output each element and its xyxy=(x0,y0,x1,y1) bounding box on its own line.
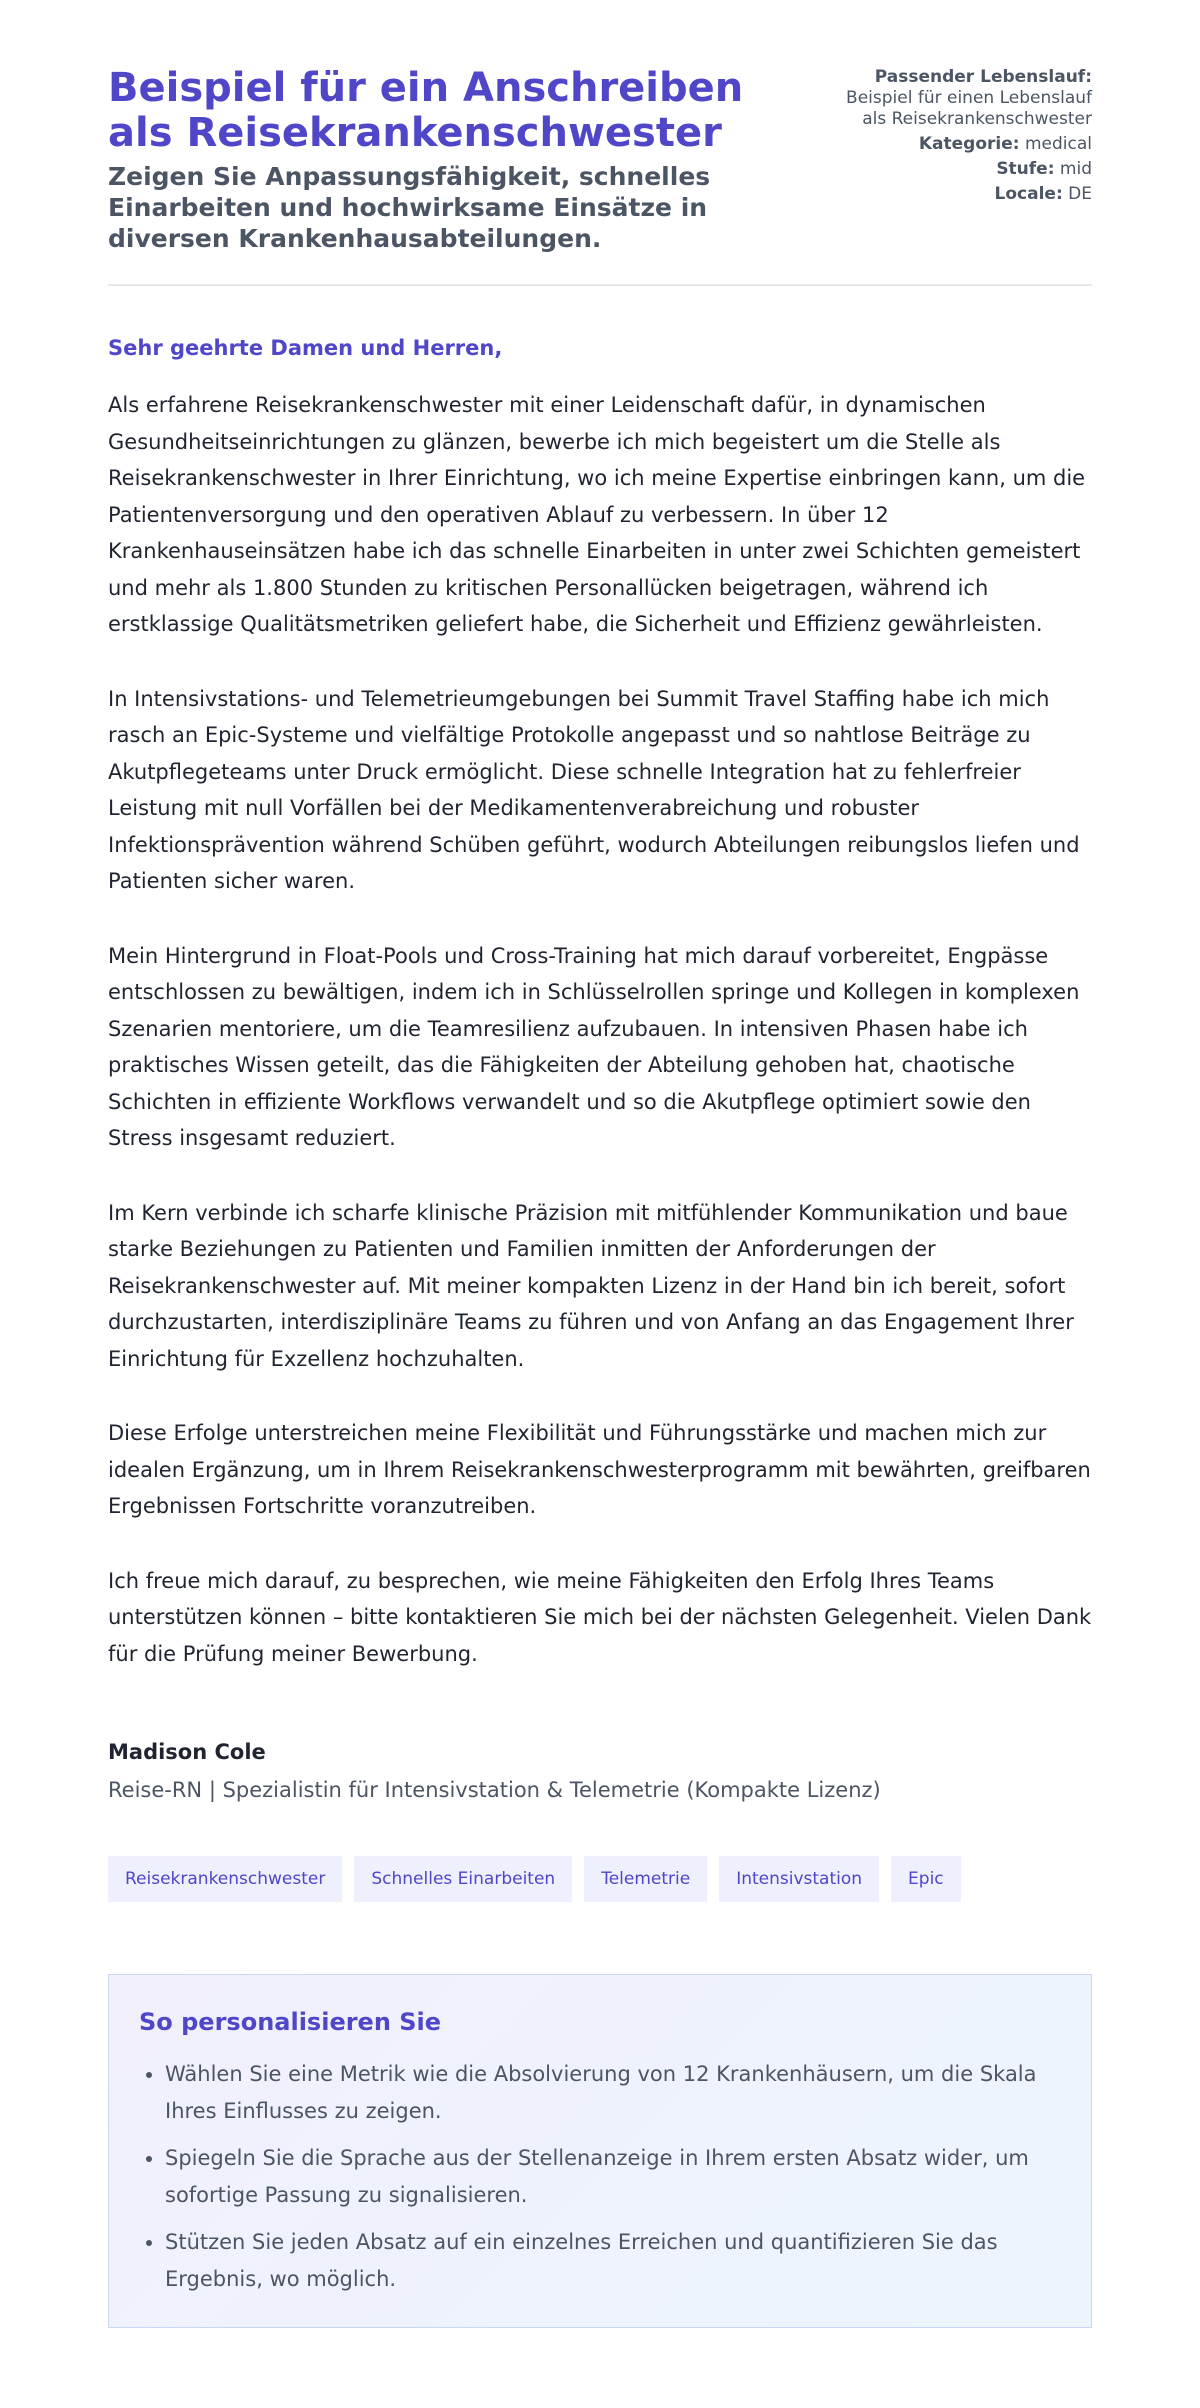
meta-locale xyxy=(822,184,1092,205)
meta-locale-label: Locale: xyxy=(994,184,1063,204)
page-title: Beispiel für ein Anschreiben als Reisekrankenschwester xyxy=(108,65,744,156)
letter-paragraph: In Intensivstations- und Telemetrieumgebungen bei Summit Travel Staffing habe ich mich rasch an Epic-Systeme und vielfältige Protokolle angepasst und so nahtlose Beiträge zu Akutpflegeteams unter Druck ermöglicht. Diese schnelle Integration hat zu fehlerfreier Leistung mit null Vorfällen bei der Medikamentenverabreichung und robuster Infektionsprävention während Schüben geführt, wodurch Abteilungen reibungslos liefen und Patienten sicher waren. xyxy=(108,686,1080,893)
tip-item: • Spiegeln Sie die Sprache aus der Stellenanzeige in Ihrem ersten Absatz wider, um sofortige Passung zu signalisieren. xyxy=(165,2140,1061,2213)
meta-resume-label: Passender Lebenslauf: xyxy=(874,67,1092,87)
title-block xyxy=(108,66,798,254)
personalization-tips-box xyxy=(108,1974,1092,2328)
meta-locale-value: DE xyxy=(1068,184,1092,204)
header-divider xyxy=(108,284,1092,286)
tag-list xyxy=(108,1856,1092,1902)
meta-level-value: mid xyxy=(1059,159,1092,179)
meta-resume xyxy=(822,67,1092,130)
salutation: Sehr geehrte Damen und Herren, xyxy=(108,336,503,360)
letter-paragraph: Ich freue mich darauf, zu besprechen, wie meine Fähigkeiten den Erfolg Ihres Teams unterstützen können – bitte kontaktieren Sie mich bei der nächsten Gelegenheit. Vielen Dank für die Prüfung meiner Bewerbung. xyxy=(108,1568,1092,1666)
letter-body xyxy=(108,335,1092,1804)
tips-title: So personalisieren Sie xyxy=(139,2008,442,2036)
tip-item: • Wählen Sie eine Metrik wie die Absolvierung von 12 Krankenhäusern, um die Skala Ihres Einflusses zu zeigen. xyxy=(165,2056,1061,2129)
tips-list xyxy=(139,2056,1061,2297)
tag[interactable]: Reisekrankenschwester xyxy=(108,1856,342,1902)
page-subtitle: Zeigen Sie Anpassungsfähigkeit, schnelles Einarbeiten und hochwirksame Einsätze in diversen Krankenhausabteilungen. xyxy=(108,162,711,253)
tag[interactable]: Telemetrie xyxy=(584,1856,707,1902)
meta-level-label: Stufe: xyxy=(996,159,1055,179)
meta-category-value: medical xyxy=(1024,134,1092,154)
signature-role: Reise-RN | Spezialistin für Intensivstation & Telemetrie (Kompakte Lizenz) xyxy=(108,1778,881,1802)
letter-paragraph: Als erfahrene Reisekrankenschwester mit einer Leidenschaft dafür, in dynamischen Gesundheitseinrichtungen zu glänzen, bewerbe ich mich begeistert um die Stelle als Reisekrankenschwester in Ihrer Einrichtung, wo ich meine Expertise einbringen kann, um die Patientenversorgung und den operativen Ablauf zu verbessern. In über 12 Krankenhauseinsätzen habe ich das schnelle Einarbeiten in unter zwei Schichten gemeistert und mehr als 1.800 Stunden zu kritischen Personallücken beigetragen, während ich erstklassige Qualitätsmetriken geliefert habe, die Sicherheit und Effizienz gewährleisten. xyxy=(108,393,1086,636)
letter-paragraph: Diese Erfolge unterstreichen meine Flexibilität und Führungsstärke und machen mich zur idealen Ergänzung, um in Ihrem Reisekrankenschwesterprogramm mit bewährten, greifbaren Ergebnissen Fortschritte voranzutreiben. xyxy=(108,1421,1091,1518)
letter-paragraph: Im Kern verbinde ich scharfe klinische Präzision mit mitfühlender Kommunikation und baue starke Beziehungen zu Patienten und Familien inmitten der Anforderungen der Reisekrankenschwester auf. Mit meiner kompakten Lizenz in der Hand bin ich bereit, sofort durchzustarten, interdisziplinäre Teams zu führen und von Anfang an das Engagement Ihrer Einrichtung für Exzellenz hochzuhalten. xyxy=(108,1200,1074,1371)
signature-name: Madison Cole xyxy=(108,1740,266,1764)
meta-level xyxy=(822,159,1092,180)
letter-paragraph: Mein Hintergrund in Float-Pools und Cross-Training hat mich darauf vorbereitet, Engpässe entschlossen zu bewältigen, indem ich in Schlüsselrollen springe und Kollegen in komplexen Szenarien mentoriere, um die Teamresilienz aufzubauen. In intensiven Phasen habe ich praktisches Wissen geteilt, das die Fähigkeiten der Abteilung gehoben hat, chaotische Schichten in effiziente Workflows verwandelt und so die Akutpflege optimiert sowie den Stress insgesamt reduziert. xyxy=(108,943,1080,1150)
tag[interactable]: Schnelles Einarbeiten xyxy=(354,1856,572,1902)
tip-item: • Stützen Sie jeden Absatz auf ein einzelnes Erreichen und quantifizieren Sie das Ergebnis, wo möglich. xyxy=(165,2224,1061,2297)
tag[interactable]: Intensivstation xyxy=(719,1856,879,1902)
meta-resume-value: Beispiel für einen Lebenslauf als Reisekrankenschwester xyxy=(846,88,1092,129)
meta-category xyxy=(822,134,1092,155)
meta-panel xyxy=(822,66,1092,209)
page-header xyxy=(108,66,1092,254)
signature xyxy=(108,1738,1092,1804)
tag[interactable]: Epic xyxy=(891,1856,961,1902)
meta-category-label: Kategorie: xyxy=(918,134,1020,154)
